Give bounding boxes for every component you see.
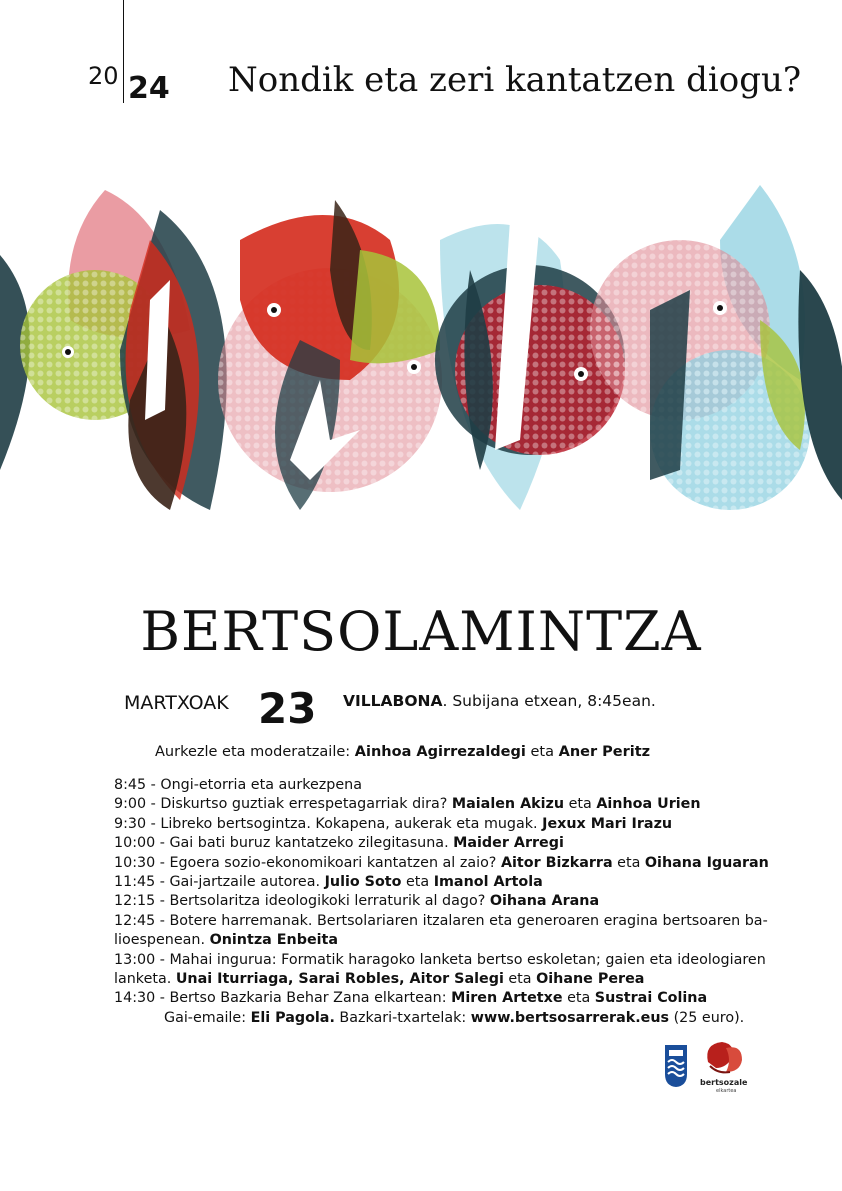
moderator-name: Aner Peritz — [558, 744, 651, 760]
speaker-name: Miren Artetxe — [451, 990, 563, 1007]
event-venue — [343, 692, 656, 710]
moderators-join: eta — [525, 744, 559, 760]
moderator-name: Ainhoa Agirrezaldegi — [354, 744, 526, 760]
program-list — [114, 776, 774, 1028]
program-item: 12:15 - Bertsolaritza ideologikoki lerraturik al dago? Oihana Arana — [114, 893, 600, 910]
face-3 — [435, 220, 625, 510]
speaker-name: Ainhoa Urien — [596, 796, 701, 813]
program-item: 8:45 - Ongi-etorria eta aurkezpena — [114, 777, 362, 793]
program-item: 13:00 - Mahai ingurua: Formatik haragoko lanketa bertso eskoletan; gaien eta ideologiaren — [114, 951, 766, 968]
speaker-name: Onintza Enbeita — [209, 932, 339, 949]
speaker-name: Oihana Arana — [489, 893, 600, 910]
speaker-name: Maialen Akizu — [451, 796, 565, 813]
year-suffix: 24 — [128, 71, 170, 106]
event-day: 23 — [258, 684, 317, 733]
event-town: VILLABONA — [343, 692, 443, 710]
program-item: 9:30 - Libreko bertsogintza. Kokapena, aukerak eta mugak. Jexux Mari Irazu — [114, 815, 673, 832]
face-4 — [590, 185, 842, 510]
speaker-name: Oihana Iguaran — [644, 854, 769, 871]
event-month: MARTXOAK — [124, 692, 229, 714]
face-1 — [20, 190, 227, 510]
bertsozale-name: bertsozale — [700, 1078, 748, 1087]
program-item: 12:45 - Botere harremanak. Bertsolariaren itzalaren eta generoaren eragina bertsoaren ba- — [114, 912, 768, 929]
moderators-line — [155, 744, 650, 760]
speaker-name: Aitor Bizkarra — [500, 854, 613, 871]
speaker-name: Eli Pagola. — [250, 1009, 335, 1026]
speaker-name: Sustrai Colina — [594, 990, 708, 1007]
singing-faces-illustration — [0, 180, 842, 525]
speaker-name: Oihane Perea — [536, 971, 645, 988]
program-item-continued: lanketa. Unai Iturriaga, Sarai Robles, Aitor Salegi eta Oihane Perea — [114, 971, 645, 988]
lunch-info: Gai-emaile: Eli Pagola. Bazkari-txartelak: www.bertsosarrerak.eus (25 euro). — [164, 1009, 745, 1026]
bertsozale-subtitle: elkartea — [716, 1088, 737, 1094]
speaker-name: Julio Soto — [324, 874, 402, 891]
speaker-name: Maider Arregi — [453, 835, 564, 852]
moderators-label: Aurkezle eta moderatzaile: — [155, 744, 355, 760]
program-item: 10:00 - Gai bati buruz kantatzeko zilegitasuna. Maider Arregi — [114, 835, 564, 852]
year-divider — [123, 0, 124, 103]
face-2 — [218, 200, 442, 510]
gipuzkoa-shield-icon — [664, 1044, 688, 1088]
program-item: 14:30 - Bertso Bazkaria Behar Zana elkartean: Miren Artetxe eta Sustrai Colina — [114, 990, 708, 1007]
tickets-link[interactable]: www.bertsosarrerak.eus — [470, 1009, 670, 1026]
event-title: BERTSOLAMINTZA — [140, 600, 702, 663]
year-prefix: 20 — [88, 62, 119, 90]
program-item: 11:45 - Gai-jartzaile autorea. Julio Soto eta Imanol Artola — [114, 874, 543, 891]
speaker-name: Jexux Mari Irazu — [542, 815, 673, 832]
speaker-name: Imanol Artola — [433, 874, 543, 891]
headline: Nondik eta zeri kantatzen diogu? — [228, 60, 802, 100]
program-item-continued: lioespenean. Onintza Enbeita — [114, 932, 339, 949]
program-item: 10:30 - Egoera sozio-ekonomikoari kantatzen al zaio? Aitor Bizkarra eta Oihana Iguaran — [114, 854, 769, 871]
program-item: 9:00 - Diskurtso guztiak errespetagarriak dira? Maialen Akizu eta Ainhoa Urien — [114, 796, 701, 813]
event-venue-details: . Subijana etxean, 8:45ean. — [442, 692, 656, 710]
speaker-name: Unai Iturriaga, Sarai Robles, Aitor Salegi — [175, 971, 504, 988]
